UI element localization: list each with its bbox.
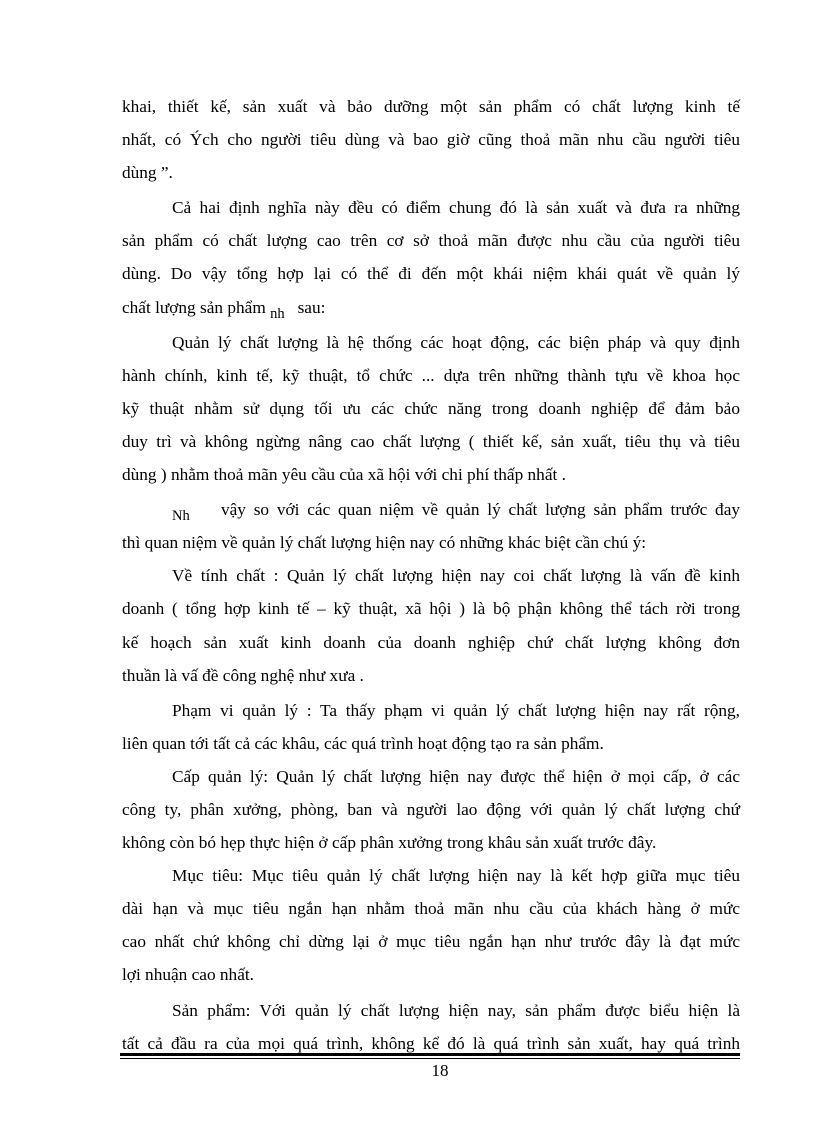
paragraph-9 — [122, 994, 740, 1060]
paragraph-8 — [122, 859, 740, 991]
text-line: kế hoạch sản xuất kinh doanh của doanh nghiệp chứ chất lượng không đơn — [122, 632, 740, 652]
text-line: dùng. Do vậy tổng hợp lại có thể đi đến một khái niệm khái quát về quản lý — [122, 264, 740, 284]
paragraph-6 — [122, 694, 740, 760]
text-line: kỹ thuật nhằm sử dụng tối ưu các chức năng trong doanh nghiệp để đảm bảo — [122, 398, 740, 418]
text-fragment-subscript: Nh — [172, 508, 190, 525]
text-line: thì quan niệm về quản lý chất lượng hiện nay có những khác biệt cần chú ý: — [122, 533, 647, 553]
text-line: Về tính chất : Quản lý chất lượng hiện nay coi chất lượng là vấn đề kinh — [172, 566, 740, 586]
text-line: duy trì và không ngừng nâng cao chất lượng ( thiết kế, sản xuất, tiêu thụ và tiêu — [122, 431, 740, 451]
text-line: nhất, có Ých cho người tiêu dùng và bao giờ cũng thoả mãn nhu cầu người tiêu — [122, 130, 740, 150]
text-line: không còn bó hẹp thực hiện ở cấp phân xưởng trong khâu sản xuất trước đây. — [122, 833, 657, 853]
text-line — [122, 291, 740, 324]
text-line: hành chính, kinh tế, kỹ thuật, tổ chức ... dựa trên những thành tựu về khoa học — [122, 365, 740, 385]
text-line: dùng ) nhằm thoả mãn yêu cầu của xã hội với chi phí thấp nhất . — [122, 465, 566, 485]
text-fragment: vậy so với các quan niệm về quản lý chất lượng sản phẩm trước đay — [220, 500, 740, 520]
text-fragment: sau: — [297, 297, 326, 317]
text-line: khai, thiết kế, sản xuất và bảo dưỡng một sản phẩm có chất lượng kinh tế — [122, 97, 740, 116]
text-line: lợi nhuận cao nhất. — [122, 965, 254, 985]
paragraph-7 — [122, 760, 740, 859]
text-line: Phạm vi quản lý : Ta thấy phạm vi quản lý chất lượng hiện nay rất rộng, — [172, 700, 740, 720]
text-line — [122, 493, 740, 526]
text-line: Mục tiêu: Mục tiêu quản lý chất lượng hiện nay là kết hợp giữa mục tiêu — [172, 866, 740, 886]
paragraph-2 — [122, 191, 740, 323]
text-line: sản phẩm có chất lượng cao trên cơ sở thoả mãn được nhu cầu của người tiêu — [122, 231, 740, 251]
text-fragment-subscript: nh — [270, 305, 285, 322]
text-line: thuần là vấ đề công nghệ như xưa . — [122, 665, 364, 685]
paragraph-3 — [122, 326, 740, 491]
text-line: doanh ( tổng hợp kinh tế – kỹ thuật, xã hội ) là bộ phận không thể tách rời trong — [122, 599, 740, 619]
text-line: cao nhất chứ không chỉ dừng lại ở mục tiêu ngắn hạn như trước đây là đạt mức — [122, 932, 740, 952]
paragraph-4 — [122, 493, 740, 559]
text-line: Sản phẩm: Với quản lý chất lượng hiện nay, sản phẩm được biểu hiện là — [172, 1000, 740, 1020]
page-number: 18 — [431, 1061, 449, 1080]
text-fragment: chất lượng sản phẩm — [122, 297, 266, 317]
text-line: liên quan tới tất cả các khâu, các quá trình hoạt động tạo ra sản phẩm. — [122, 733, 604, 753]
text-line: Cấp quản lý: Quản lý chất lượng hiện nay được thể hiện ở mọi cấp, ở các — [172, 766, 740, 786]
text-line: dài hạn và mục tiêu ngắn hạn nhằm thoả mãn nhu cầu của khách hàng ở mức — [122, 899, 740, 919]
paragraph-5 — [122, 559, 740, 691]
text-line: Quản lý chất lượng là hệ thống các hoạt động, các biện pháp và quy định — [172, 332, 740, 352]
body-text — [122, 90, 740, 1060]
text-line: tất cả đầu ra của mọi quá trình, không kể đó là quá trình sản xuất, hay quá trình — [122, 1033, 740, 1053]
text-line: dùng ”. — [122, 163, 173, 183]
footer-rule-thick — [120, 1053, 740, 1056]
paragraph-1 — [122, 90, 740, 189]
text-line: Cả hai định nghĩa này đều có điểm chung đó là sản xuất và đưa ra những — [172, 198, 740, 218]
text-line: công ty, phân xưởng, phòng, ban và người lao động với quản lý chất lượng chứ — [122, 799, 740, 819]
